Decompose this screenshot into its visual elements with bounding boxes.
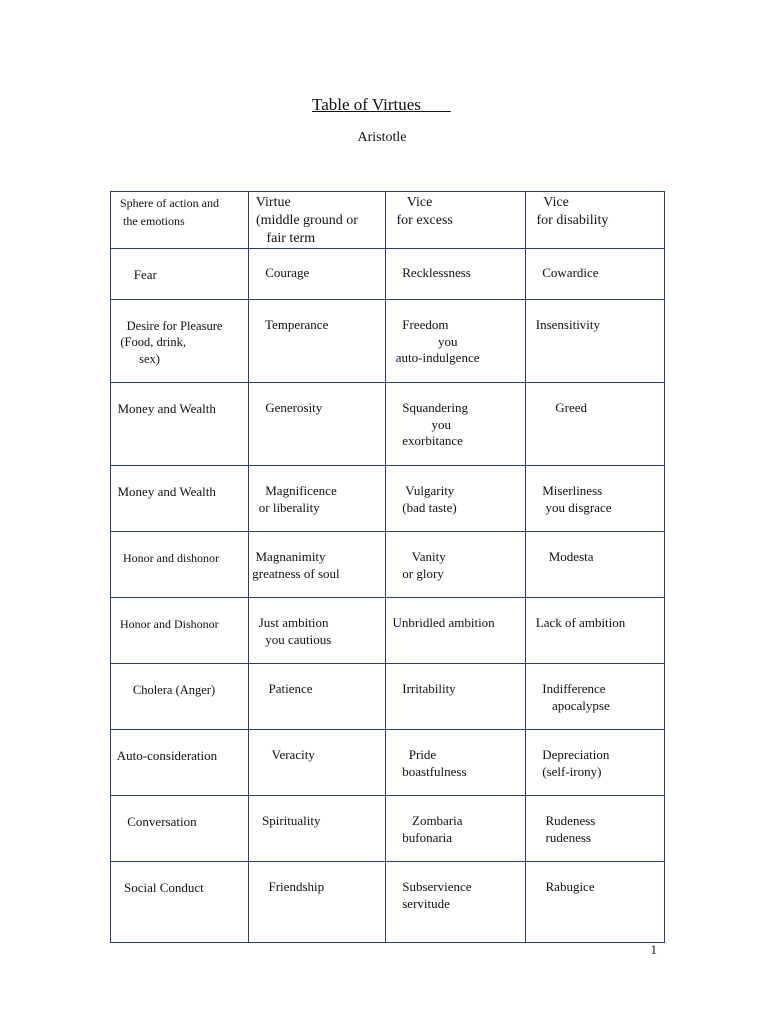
cell-text: Modesta — [526, 549, 594, 564]
table-cell-sphere — [111, 796, 249, 862]
table-cell-vice-excess — [386, 664, 526, 730]
cell-text: Courage — [249, 265, 310, 280]
cell-text: Money and Wealth — [117, 483, 216, 499]
cell-text: Cowardice — [526, 265, 599, 280]
table-row — [111, 383, 665, 466]
table-row — [111, 466, 665, 532]
cell-text: Subservience servitude — [402, 879, 472, 911]
document-title: Table of Virtues — [312, 95, 451, 114]
header-cell-text: Vice for disability — [536, 195, 609, 228]
cell-text: Vanity or glory — [402, 549, 446, 581]
table-row — [111, 796, 665, 862]
page-number: 1 — [650, 942, 657, 957]
table-cell-vice-excess — [386, 466, 526, 532]
cell-text: Vulgarity (bad taste) — [402, 483, 457, 515]
table-cell-sphere — [111, 532, 249, 598]
cell-text: Cholera (Anger) — [132, 682, 216, 697]
cell-text: Veracity — [249, 747, 315, 762]
table-cell-vice-excess — [386, 796, 526, 862]
cell-text: Magnificence or liberality — [258, 483, 337, 515]
virtues-table-body — [111, 192, 665, 943]
cell-text: Recklessness — [386, 265, 471, 280]
table-cell-virtue — [249, 532, 386, 598]
cell-text: Zombaria bufonaria — [402, 813, 463, 845]
cell-text: Honor and dishonor — [123, 550, 219, 565]
table-cell-virtue — [249, 664, 386, 730]
cell-text: Magnanimity greatness of soul — [252, 549, 340, 581]
cell-text: Pride boastfulness — [402, 747, 467, 779]
table-cell-virtue — [249, 466, 386, 532]
header-cell-sphere — [111, 192, 249, 249]
cell-text: Depreciation (self-irony) — [542, 747, 610, 779]
table-cell-sphere — [111, 466, 249, 532]
table-cell-vice-excess — [386, 532, 526, 598]
table-row — [111, 862, 665, 943]
table-row — [111, 532, 665, 598]
cell-text: Temperance — [249, 317, 329, 332]
table-cell-virtue — [249, 862, 386, 943]
cell-text: Squandering you exorbitance — [402, 400, 468, 448]
cell-text: Indifference apocalypse — [542, 681, 610, 713]
table-cell-sphere — [111, 598, 249, 664]
table-row — [111, 300, 665, 383]
cell-text: Greed — [526, 400, 588, 415]
table-cell-vice-disability — [526, 862, 665, 943]
document-author: Aristotle — [357, 130, 407, 145]
cell-text: Money and Wealth — [117, 400, 216, 416]
table-row — [111, 249, 665, 300]
table-cell-sphere — [111, 730, 249, 796]
table-row — [111, 730, 665, 796]
table-cell-vice-disability — [526, 383, 665, 466]
cell-text: Spirituality — [249, 813, 321, 828]
header-cell-text: Virtue (middle ground or fair term — [255, 195, 358, 246]
cell-text: Freedom you auto-indulgence — [395, 317, 480, 365]
cell-text: Rabugice — [526, 879, 595, 894]
header-cell-virtue — [249, 192, 386, 249]
table-cell-vice-excess — [386, 300, 526, 383]
cell-text: Miserliness you disgrace — [542, 483, 612, 515]
table-cell-vice-disability — [526, 300, 665, 383]
header-cell-vice-disability — [526, 192, 665, 249]
cell-text: Social Conduct — [124, 879, 204, 895]
cell-text: Auto-consideration — [116, 747, 218, 763]
table-cell-vice-disability — [526, 532, 665, 598]
table-cell-vice-disability — [526, 730, 665, 796]
header-cell-text: Sphere of action and the emotions — [120, 196, 219, 228]
cell-text: Generosity — [249, 400, 323, 415]
table-cell-vice-disability — [526, 598, 665, 664]
table-cell-sphere — [111, 249, 249, 300]
table-cell-vice-disability — [526, 664, 665, 730]
header-cell-text: Vice for excess — [396, 195, 453, 228]
cell-text: Lack of ambition — [526, 615, 626, 630]
table-cell-vice-excess — [386, 862, 526, 943]
table-cell-vice-disability — [526, 249, 665, 300]
table-cell-vice-disability — [526, 466, 665, 532]
table-cell-sphere — [111, 862, 249, 943]
cell-text: Just ambition you cautious — [258, 615, 332, 647]
virtues-table — [110, 191, 665, 943]
table-cell-vice-excess — [386, 383, 526, 466]
table-cell-vice-excess — [386, 730, 526, 796]
cell-text: Insensitivity — [526, 317, 601, 332]
cell-text: Desire for Pleasure (Food, drink, sex) — [120, 318, 223, 366]
table-cell-vice-excess — [386, 598, 526, 664]
table-cell-virtue — [249, 300, 386, 383]
cell-text: Irritability — [386, 681, 456, 696]
cell-text: Friendship — [249, 879, 325, 894]
cell-text: Rudeness rudeness — [545, 813, 596, 845]
table-cell-virtue — [249, 383, 386, 466]
cell-text: Unbridled ambition — [386, 615, 495, 630]
cell-text: Fear — [133, 266, 157, 282]
table-cell-sphere — [111, 664, 249, 730]
table-cell-sphere — [111, 383, 249, 466]
table-cell-vice-disability — [526, 796, 665, 862]
table-row — [111, 598, 665, 664]
table-cell-virtue — [249, 730, 386, 796]
cell-text: Conversation — [127, 813, 197, 829]
table-header-row — [111, 192, 665, 249]
table-cell-virtue — [249, 598, 386, 664]
table-cell-vice-excess — [386, 249, 526, 300]
table-row — [111, 664, 665, 730]
table-cell-virtue — [249, 796, 386, 862]
header-cell-vice-excess — [386, 192, 526, 249]
cell-text: Honor and Dishonor — [120, 616, 219, 631]
table-cell-sphere — [111, 300, 249, 383]
cell-text: Patience — [249, 681, 313, 696]
table-cell-virtue — [249, 249, 386, 300]
